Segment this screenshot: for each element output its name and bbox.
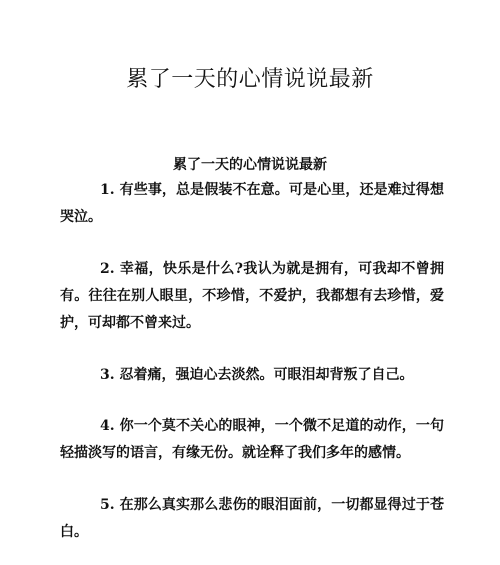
paragraph-2: 2. 幸福，快乐是什么?我认为就是拥有，可我却不曾拥有。往往在别人眼里，不珍惜，不爱护，我都想有去珍惜，爱护，可却都不曾来过。 bbox=[60, 261, 444, 331]
paragraph-1: 1. 有些事，总是假装不在意。可是心里，还是难过得想哭泣。 bbox=[60, 182, 444, 225]
page-title: 累了一天的心情说说最新 bbox=[126, 67, 374, 92]
paragraph-3: 3. 忍着痛，强迫心去淡然。可眼泪却背叛了自己。 bbox=[100, 367, 414, 383]
section-title: 累了一天的心情说说最新 bbox=[173, 157, 327, 173]
paragraph-5: 5. 在那么真实那么悲伤的眼泪面前，一切都显得过于苍白。 bbox=[60, 497, 444, 540]
paragraph-4: 4. 你一个莫不关心的眼神，一个微不足道的动作，一句轻描淡写的语言，有缘无份。就诠释了我们多年的感情。 bbox=[60, 418, 444, 461]
